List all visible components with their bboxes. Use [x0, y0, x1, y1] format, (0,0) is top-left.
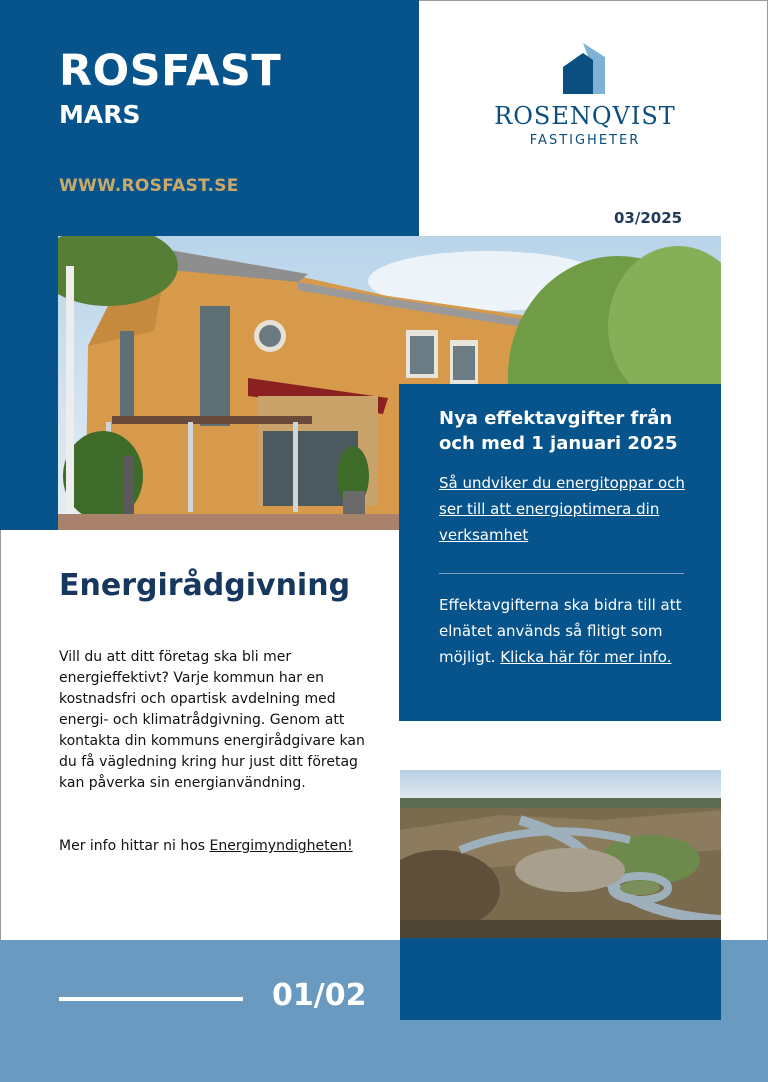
- company-logo: [480, 40, 690, 155]
- more-info-prefix: Mer info hittar ni hos: [59, 838, 206, 854]
- page-number: 01/02: [272, 978, 367, 1013]
- more-info-line: [59, 836, 389, 857]
- feature-text: [439, 592, 704, 670]
- article-heading: Energirådgivning: [59, 568, 351, 603]
- article-body: Vill du att ditt företag ska bli mer energieffektivt? Varje kommun har en kostnadsfri och opartisk avdelning med energi- och klimatrådgivning. Genom att kontakta din kommuns energirådgivare kan du få vägledning kring hur just ditt företag kan påverka sin energianvändning.: [59, 649, 365, 791]
- issue-date: 03/2025: [614, 209, 683, 227]
- footer-rule: [59, 997, 243, 1001]
- house-icon: [480, 40, 690, 100]
- divider: [439, 573, 684, 574]
- newsletter-title: ROSFAST: [59, 46, 282, 96]
- aerial-photo: [400, 770, 721, 938]
- feature-description: Effektavgifterna ska bidra till att elnätet används så flitigt som möjligt.: [439, 596, 682, 666]
- energy-tips-link[interactable]: Så undviker du energitoppar och ser till att energioptimera din verksamhet: [439, 474, 685, 544]
- website-link[interactable]: WWW.ROSFAST.SE: [59, 176, 239, 196]
- logo-subtitle: FASTIGHETER: [529, 133, 641, 148]
- logo-name: ROSENQVIST: [494, 102, 676, 130]
- more-info-link[interactable]: Klicka här för mer info.: [500, 648, 672, 666]
- energimyndigheten-link[interactable]: Energimyndigheten!: [209, 838, 353, 854]
- aerial-photo-block: [400, 770, 721, 1020]
- feature-heading: Nya effektavgifter från och med 1 januari 2025: [439, 408, 678, 454]
- feature-box: [399, 384, 721, 721]
- newsletter-month: MARS: [59, 100, 141, 129]
